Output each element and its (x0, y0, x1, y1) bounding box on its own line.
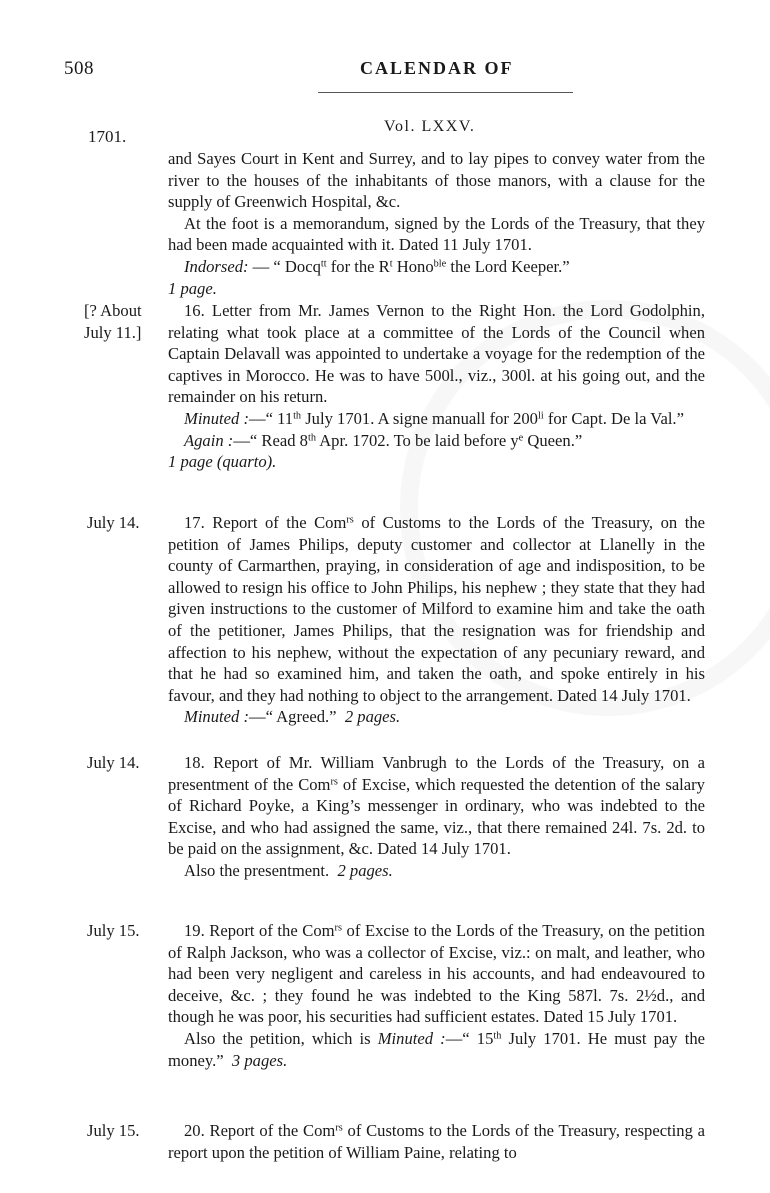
again-label: Again : (184, 430, 234, 450)
entry-date: July 15. (87, 921, 140, 940)
header-rule (318, 92, 573, 93)
page-count: 1 page. (168, 278, 217, 298)
indorsed-text: — “ Docq (248, 256, 321, 276)
entry-text-part: of Customs to the Lords of the Treasury, respecting a report upon the petition of William Paine, relating to (168, 1121, 705, 1162)
superscript: t (389, 258, 393, 270)
indorsed-text: the Lord Keeper.” (446, 256, 570, 276)
entry-paragraph: and Sayes Court in Kent and Surrey, and to lay pipes to convey water from the river to the houses of the inhabitants of those manors, with a clause for the supply of Greenwich Hospital, &c. (168, 149, 705, 212)
superscript: rs (335, 1122, 343, 1134)
entry-date: July 14. (87, 753, 140, 772)
minuted-label: Minuted : (184, 408, 249, 428)
indorsed-text: Hono (392, 256, 434, 276)
minuted-line (168, 408, 705, 430)
indorsement-line (168, 256, 705, 278)
superscript: li (537, 410, 544, 422)
again-text: —“ Read 8 (233, 430, 308, 450)
entry-text-part: 19. Report of the Com (184, 921, 335, 940)
minuted-label: Minuted : (184, 707, 249, 727)
minuted-line (168, 706, 705, 728)
entry-text (168, 920, 705, 1028)
entry-text: 16. Letter from Mr. James Vernon to the Right Hon. the Lord Godolphin, relating what took place at a committee of the Lords of the Council when Captain Delavall was appointed to undertake a voyage for the redemption of the captives in Morocco. He was to have 500l., viz., 300l. at his going out, and the remainder on his return. (168, 301, 705, 407)
superscript: rs (330, 775, 338, 787)
superscript: rs (346, 514, 354, 526)
minuted-text: —“ 11 (248, 408, 294, 428)
minuted-text: —“ 15 (445, 1028, 494, 1048)
superscript: ble (433, 258, 447, 270)
date-line: [? About (84, 301, 142, 320)
superscript: tt (320, 258, 327, 270)
minuted-label: Minuted : (377, 1028, 446, 1048)
page-count: 1 page (quarto). (168, 452, 277, 472)
entry-18 (168, 752, 705, 882)
again-text: Queen.” (523, 430, 583, 450)
also-line (168, 1028, 705, 1071)
minuted-text: —“ Agreed.” (248, 707, 337, 727)
running-title: CALENDAR OF (360, 58, 514, 78)
entry-text (168, 1120, 705, 1163)
superscript: e (518, 431, 524, 443)
page-number: 508 (64, 58, 94, 79)
entry-text-part: 20. Report of the Com (184, 1121, 336, 1140)
also-line (168, 860, 705, 882)
page-count: 2 pages. (344, 707, 401, 727)
entry-continuation (168, 148, 705, 299)
superscript: rs (334, 922, 342, 934)
page-count: 2 pages. (337, 860, 393, 880)
entry-20 (168, 1120, 705, 1163)
entry-date: July 14. (87, 513, 140, 532)
margin-year: 1701. (88, 127, 127, 146)
entry-17 (168, 512, 705, 728)
also-text: Also the presentment. (184, 860, 330, 880)
entry-16 (168, 300, 705, 473)
entry-date: July 15. (87, 1121, 140, 1140)
also-text: Also the petition, which is (184, 1028, 378, 1048)
page-count: 3 pages. (231, 1050, 288, 1070)
entry-text-part: of Customs to the Lords of the Treasury, on the petition of James Philips, deputy customer and collector at Llanelly in the county of Carmarthen, praying, in consideration of age and indisposition, to be allowed to resign his office to John Philips, his nephew ; they state that they had given instructions to the customer of Milford to examine him and take the oath of the petitioner, James Philips, that the resignation was for friendship and affection to his nephew, without the expectation of any pecuniary reward, and that he had so examined him, and taken the oath, and spoke entirely in his favour, and they had nothing to object to the arrangement. Dated 14 July 1701. (168, 513, 705, 705)
minuted-text: for Capt. De la Val.” (543, 408, 684, 428)
superscript: th (307, 431, 316, 443)
entry-text (168, 512, 705, 706)
date-line: July 11.] (84, 322, 142, 342)
indorsed-label: Indorsed: (184, 256, 249, 276)
entry-date (84, 300, 152, 343)
entry-19 (168, 920, 705, 1071)
entry-text-part: 18. Report of Mr. William Vanbrugh to the Lords of the Treasury, on a presentment of the Com (168, 753, 705, 794)
superscript: th (293, 410, 302, 422)
again-line (168, 430, 705, 452)
entry-text-part: of Excise to the Lords of the Treasury, on the petition of Ralph Jackson, who was a collector of Excise, viz.: on malt, and leather, who had been very negligent and careless in his accounts, and had endeavoured to deceive, &c. ; they found he was indebted to the King 587l. 7s. 2½d., and though he was poor, his securities had sufficient estates. Dated 15 July 1701. (168, 921, 705, 1027)
entry-text (168, 752, 705, 860)
again-text: Apr. 1702. To be laid before y (315, 430, 519, 450)
entry-text-part: 17. Report of the Com (184, 513, 347, 532)
volume-heading: Vol. LXXV. (384, 118, 476, 135)
indorsed-text: for the R (326, 256, 390, 276)
minuted-text: July 1701. A signe manuall for 200 (301, 408, 538, 428)
entry-paragraph: At the foot is a memorandum, signed by the Lords of the Treasury, that they had been made acquainted with it. Dated 11 July 1701. (168, 213, 705, 255)
entry-text-part: of Excise, which requested the detention of the salary of Richard Poyke, a King’s messenger in ordinary, who was indebted to the Excise, and who had assigned the same, viz., that there remained 24l. 7s. 2d. to be paid on the assignment, &c. Dated 14 July 1701. (168, 774, 705, 859)
minuted-text: July 1701. He must pay the money.” (168, 1028, 705, 1070)
superscript: th (493, 1030, 502, 1042)
